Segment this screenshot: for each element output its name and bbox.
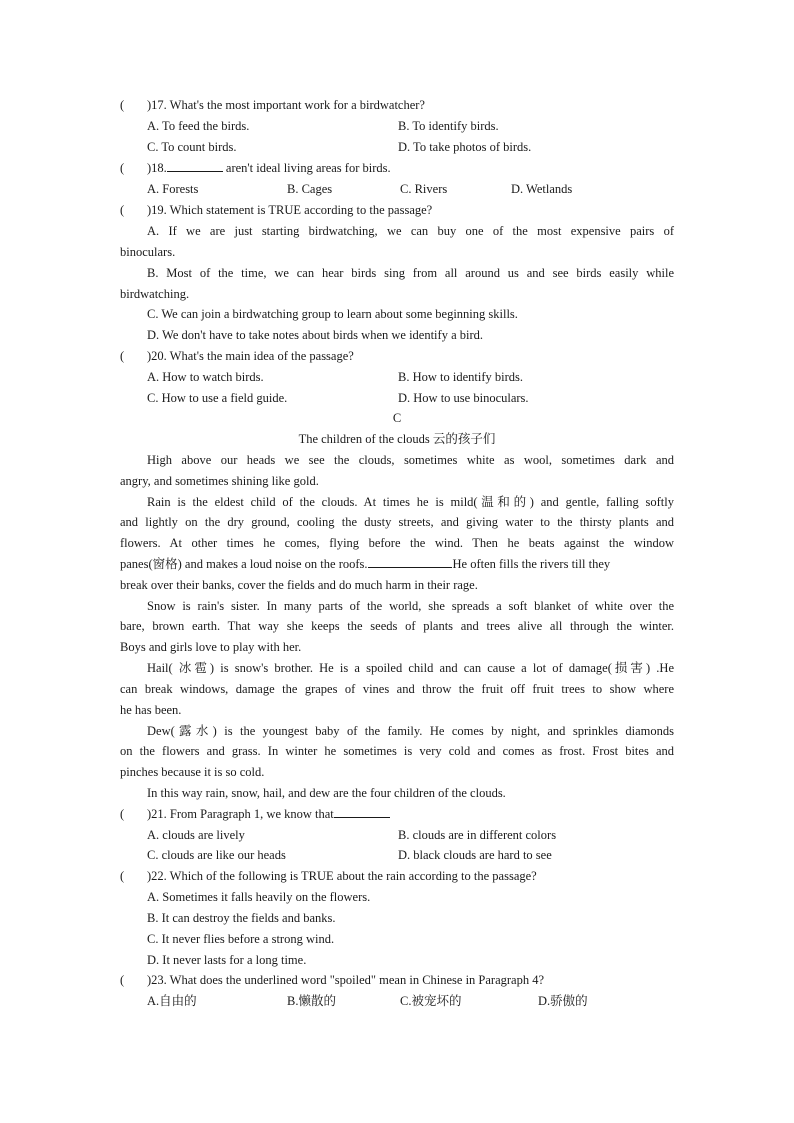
paragraph-2-line: and lightly on the dry ground, cooling the dusty streets, and giving water to the thirsty plants and xyxy=(120,515,674,529)
option-b[interactable]: B. How to identify birds. xyxy=(398,370,523,384)
question-20 xyxy=(120,346,680,367)
answer-paren: ( xyxy=(120,349,125,363)
paragraph-4-line: can break windows, damage the grapes of vines and throw the fruit off fruit trees to show where xyxy=(120,682,674,696)
paragraph-1-line: High above our heads we see the clouds, sometimes white as wool, sometimes dark and xyxy=(147,453,674,467)
option-c[interactable]: C. We can join a birdwatching group to learn about some beginning skills. xyxy=(147,307,518,321)
option-b[interactable]: B. To identify birds. xyxy=(398,119,499,133)
option-a-cont: binoculars. xyxy=(120,245,176,259)
fill-blank[interactable] xyxy=(368,554,452,568)
option-a[interactable]: A.自由的 xyxy=(147,994,197,1008)
fill-blank[interactable] xyxy=(334,804,390,818)
option-b[interactable]: B. Most of the time, we can hear birds sing from all around us and see birds easily while xyxy=(147,266,674,280)
paragraph-4-text: child and can cause a lot of damage(损害) .He xyxy=(402,661,675,675)
answer-paren: ( xyxy=(120,98,125,112)
question-stem-suffix: aren't ideal living areas for birds. xyxy=(222,161,391,175)
paragraph-5-line: on the flowers and grass. In winter he sometimes is very cold and comes as frost. Frost bites and xyxy=(120,744,674,758)
section-letter: C xyxy=(392,411,402,425)
paragraph-5-line: pinches because it is so cold. xyxy=(120,765,265,779)
question-19 xyxy=(120,200,680,221)
question-23 xyxy=(120,970,680,991)
option-d[interactable]: D. It never lasts for a long time. xyxy=(147,953,307,967)
paragraph-3-line: Snow is rain's sister. In many parts of the world, she spreads a soft blanket of white over the xyxy=(147,599,674,613)
paragraph-1-line: angry, and sometimes shining like gold. xyxy=(120,474,319,488)
question-stem: )19. Which statement is TRUE according to the passage? xyxy=(147,203,433,217)
question-stem: )22. Which of the following is TRUE about the rain according to the passage? xyxy=(147,869,537,883)
question-stem: )17. What's the most important work for a birdwatcher? xyxy=(147,98,425,112)
option-c[interactable]: C. Rivers xyxy=(400,182,448,196)
option-a[interactable]: A. How to watch birds. xyxy=(147,370,264,384)
paragraph-2-text: He often fills the rivers till they xyxy=(452,557,611,571)
answer-paren: ( xyxy=(120,973,125,987)
question-22 xyxy=(120,866,680,887)
option-d[interactable]: D. How to use binoculars. xyxy=(398,391,529,405)
option-c[interactable]: C. It never flies before a strong wind. xyxy=(147,932,335,946)
underlined-word: spoiled xyxy=(366,661,403,675)
paragraph-4-line: he has been. xyxy=(120,703,182,717)
answer-paren: ( xyxy=(120,203,125,217)
question-17 xyxy=(120,95,680,116)
option-b[interactable]: B. clouds are in different colors xyxy=(398,828,557,842)
paragraph-2-text: panes(窗格) and makes a loud noise on the roofs. xyxy=(120,557,368,571)
option-d[interactable]: D. We don't have to take notes about birds when we identify a bird. xyxy=(147,328,484,342)
answer-paren: ( xyxy=(120,161,125,175)
question-stem: )18. xyxy=(147,161,167,175)
paragraph-3-line: Boys and girls love to play with her. xyxy=(120,640,302,654)
option-a[interactable]: A. If we are just starting birdwatching, we can buy one of the most expensive pairs of xyxy=(147,224,674,238)
paragraph-6-line: In this way rain, snow, hail, and dew are the four children of the clouds. xyxy=(147,786,506,800)
option-a[interactable]: A. Sometimes it falls heavily on the flowers. xyxy=(147,890,371,904)
option-b-cont: birdwatching. xyxy=(120,287,190,301)
paragraph-2-line: Rain is the eldest child of the clouds. At times he is mild(温和的) and gentle, falling softly xyxy=(147,495,674,509)
answer-paren: ( xyxy=(120,807,125,821)
option-c[interactable]: C. To count birds. xyxy=(147,140,237,154)
option-d[interactable]: D. black clouds are hard to see xyxy=(398,848,552,862)
paragraph-5-line: Dew(露水) is the youngest baby of the family. He comes by night, and sprinkles diamonds xyxy=(147,724,674,738)
paragraph-4-line xyxy=(120,658,674,679)
question-18 xyxy=(120,158,680,179)
option-c[interactable]: C.被宠坏的 xyxy=(400,994,462,1008)
fill-blank[interactable] xyxy=(167,158,223,172)
paragraph-3-line: bare, brown earth. That way she keeps the seeds of plants and trees alive all through the winter. xyxy=(120,619,674,633)
paragraph-2-line: break over their banks, cover the fields and do much harm in their rage. xyxy=(120,578,478,592)
option-a[interactable]: A. To feed the birds. xyxy=(147,119,250,133)
option-d[interactable]: D. Wetlands xyxy=(511,182,573,196)
paragraph-2-line xyxy=(120,554,674,575)
option-b[interactable]: B. Cages xyxy=(287,182,333,196)
question-stem: )21. From Paragraph 1, we know that xyxy=(147,807,334,821)
paragraph-2-line: flowers. At other times he comes, flying before the wind. Then he beats against the window xyxy=(120,536,674,550)
option-d[interactable]: D.骄傲的 xyxy=(538,994,588,1008)
option-a[interactable]: A. Forests xyxy=(147,182,199,196)
option-c[interactable]: C. How to use a field guide. xyxy=(147,391,288,405)
option-c[interactable]: C. clouds are like our heads xyxy=(147,848,286,862)
option-b[interactable]: B.懒散的 xyxy=(287,994,336,1008)
option-b[interactable]: B. It can destroy the fields and banks. xyxy=(147,911,336,925)
passage-title: The children of the clouds 云的孩子们 xyxy=(298,432,496,446)
question-stem: )23. What does the underlined word "spoiled" mean in Chinese in Paragraph 4? xyxy=(147,973,545,987)
paragraph-4-text: Hail( 冰雹) is snow's brother. He is a xyxy=(147,661,367,675)
option-d[interactable]: D. To take photos of birds. xyxy=(398,140,532,154)
question-stem: )20. What's the main idea of the passage? xyxy=(147,349,354,363)
option-a[interactable]: A. clouds are lively xyxy=(147,828,245,842)
question-21 xyxy=(120,804,680,825)
answer-paren: ( xyxy=(120,869,125,883)
